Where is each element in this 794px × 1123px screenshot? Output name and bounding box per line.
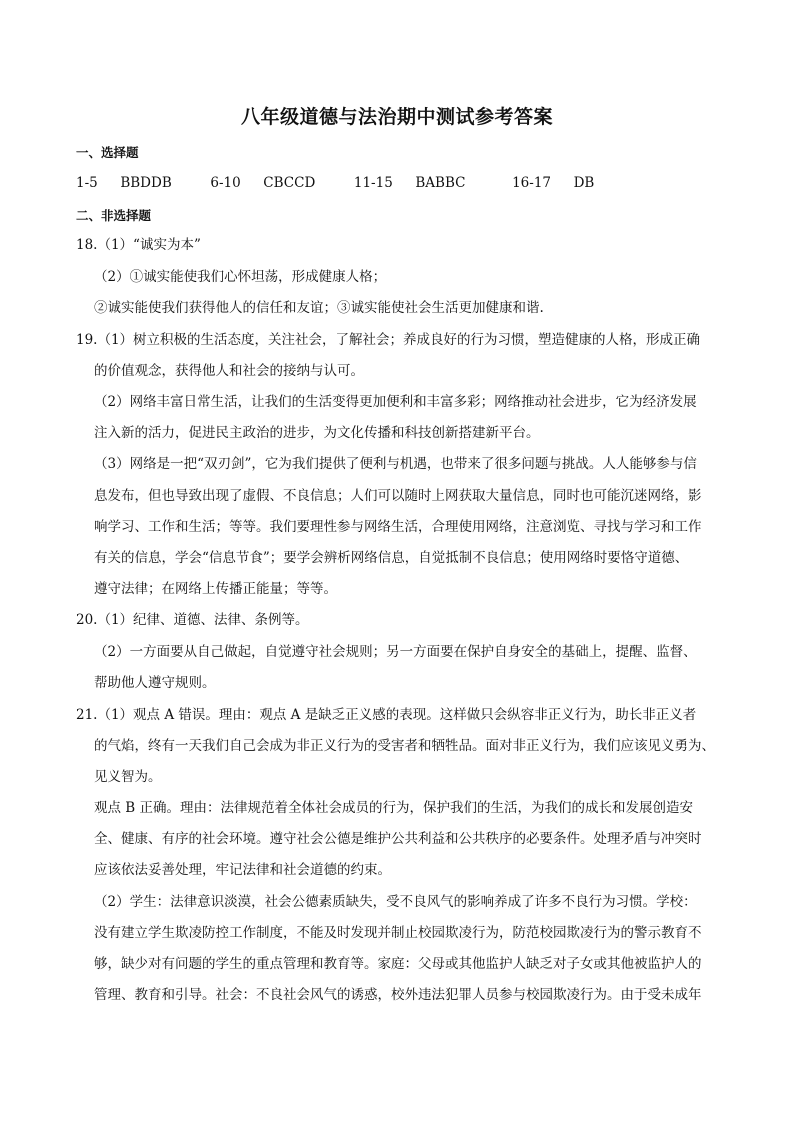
answer-line: 21.（1）观点 A 错误。理由：观点 A 是缺乏正义感的表现。这样做只会纵容非正义行为，助长非正义者 <box>76 707 697 723</box>
answer-line: 18.（1）“诚实为本” <box>76 237 201 253</box>
answer-line: （2）①诚实能使我们心怀坦荡，形成健康人格； <box>94 269 387 285</box>
answer-line: 见义智为。 <box>94 769 162 785</box>
answer-line: 响学习、工作和生活；等等。我们要理性参与网络生活，合理使用网络，注意浏览、寻找与学习和工作 <box>94 519 702 535</box>
answer-line: 够，缺少对有问题的学生的重点管理和教育等。家庭：父母或其他监护人缺乏对子女或其他被监护人的 <box>94 956 702 972</box>
answer-letters: BABBC <box>415 175 466 191</box>
answer-line: 帮助他人遵守规则。 <box>94 675 216 691</box>
answer-line: 观点 B 正确。理由：法律规范着全体社会成员的行为，保护我们的生活，为我们的成长和发展创造安 <box>94 800 694 816</box>
answer-line: 注入新的活力，促进民主政治的进步，为文化传播和科技创新搭建新平台。 <box>94 425 540 441</box>
answer-line: 的气焰，终有一天我们自己会成为非正义行为的受害者和牺牲品。面对非正义行为，我们应该见义勇为、 <box>94 738 715 754</box>
answer-range: 16-17 <box>512 175 551 191</box>
answer-line: 遵守法律；在网络上传播正能量；等等。 <box>94 581 337 597</box>
answer-line: 管理、教育和引导。社会：不良社会风气的诱惑，校外违法犯罪人员参与校园欺凌行为。由于受未成年 <box>94 987 702 1003</box>
answer-line: 的价值观念，获得他人和社会的接纳与认可。 <box>94 363 364 379</box>
answer-line: 19.（1）树立积极的生活态度，关注社会，了解社会；养成良好的行为习惯，塑造健康的人格，形成正确 <box>76 332 701 348</box>
answer-range: 6-10 <box>210 175 241 191</box>
answer-line: （2）网络丰富日常生活，让我们的生活变得更加便利和丰富多彩；网络推动社会进步，它为经济发展 <box>94 394 697 410</box>
answer-line: 没有建立学生欺凌防控工作制度，不能及时发现并制止校园欺凌行为，防范校园欺凌行为的警示教育不 <box>94 925 702 941</box>
answer-range: 1-5 <box>76 175 98 191</box>
answer-line: 全、健康、有序的社会环境。遵守社会公德是维护公共利益和公共秩序的必要条件。处理矛盾与冲突时 <box>94 831 702 847</box>
answer-line: （2）一方面要从自己做起，自觉遵守社会规则；另一方面要在保护自身安全的基础上，提醒、监督、 <box>94 644 697 660</box>
page-title: 八年级道德与法治期中测试参考答案 <box>240 106 553 128</box>
answer-line: ②诚实能使我们获得他人的信任和友谊；③诚实能使社会生活更加健康和谐. <box>94 300 544 316</box>
section-heading-choice: 一、选择题 <box>76 145 139 160</box>
answer-line: （2）学生：法律意识淡漠，社会公德素质缺失，受不良风气的影响养成了许多不良行为习惯。学校： <box>94 894 697 910</box>
answer-line: 20.（1）纪律、道德、法律、条例等。 <box>76 612 309 628</box>
choice-answers-row <box>76 174 594 192</box>
section-heading-nonchoice: 二、非选择题 <box>76 208 152 223</box>
answer-letters: CBCCD <box>263 175 316 191</box>
answer-line: 应该依法妥善处理，牢记法律和社会道德的约束。 <box>94 862 391 878</box>
answer-line: 有关的信息，学会“信息节食”；要学会辨析网络信息，自觉抵制不良信息；使用网络时要恪守道德、 <box>94 550 689 566</box>
answer-range: 11-15 <box>353 175 393 191</box>
answer-letters: BBDDB <box>120 175 172 191</box>
answer-letters: DB <box>573 175 595 191</box>
answer-line: （3）网络是一把“双刃剑”，它为我们提供了便利与机遇，也带来了很多问题与挑战。人人能够参与信 <box>94 456 697 472</box>
answer-line: 息发布，但也导致出现了虚假、不良信息；人们可以随时上网获取大量信息，同时也可能沉迷网络，影 <box>94 488 702 504</box>
